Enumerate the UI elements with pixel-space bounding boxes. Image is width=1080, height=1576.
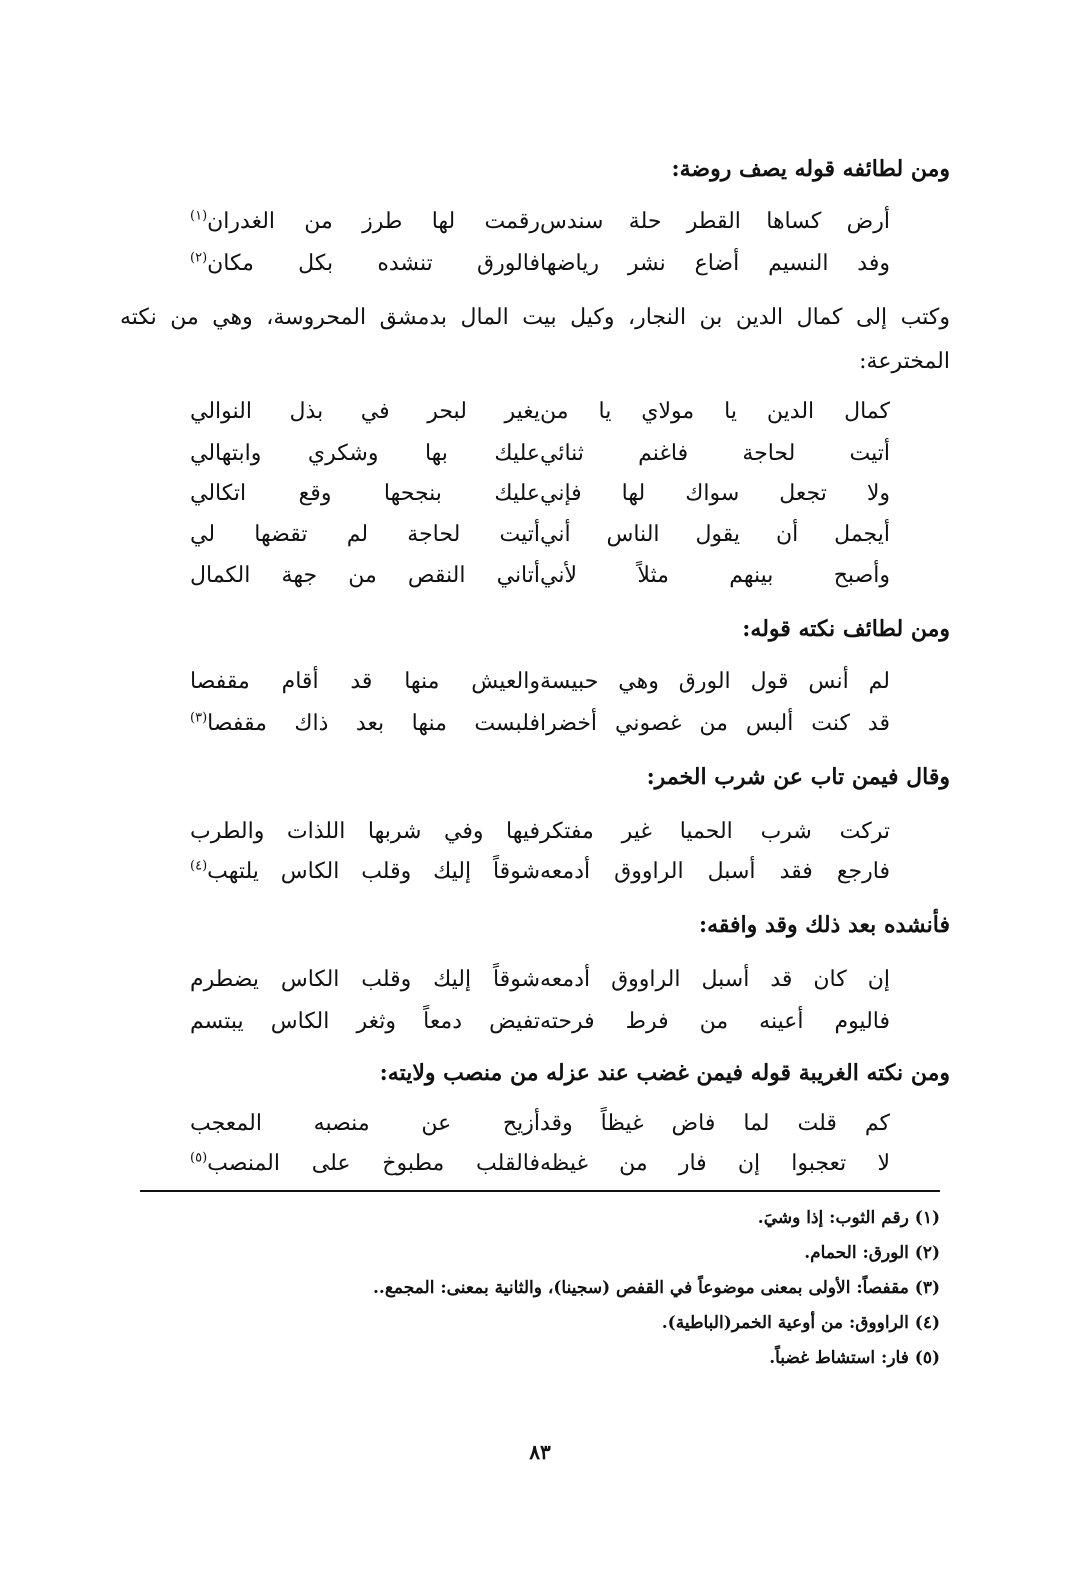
- verse-line: [170, 474, 950, 514]
- verse-line: [170, 662, 950, 702]
- footnote-separator: [140, 1190, 940, 1192]
- verse-line: [170, 244, 950, 284]
- verse-first-hemistich: تركت شرب الحميا غير مفتكر: [540, 819, 890, 844]
- section-heading-5: ومن نكته الغريبة قوله فيمن غضب عند عزله من منصب ولايته:: [379, 1060, 950, 1086]
- verse-second-hemistich: فالقلب مطبوخ على المنصب$^{(٥)}$: [190, 1150, 540, 1176]
- verse-first-hemistich: فاليوم أعينه من فرط فرحته: [540, 1009, 890, 1034]
- verse-first-hemistich: وفد النسيم أضاع نشر رياضها: [540, 251, 890, 276]
- verse-line: [170, 202, 950, 242]
- verse-second-hemistich: فلبست منها بعد ذاك مقفصا$^{(٣)}$: [190, 710, 540, 736]
- verse-first-hemistich: فارجع فقد أسبل الراووق أدمعه: [540, 859, 890, 884]
- verse-line: [170, 704, 950, 744]
- footnote-1: (١) رقم الثوب: إذا وشيَ.: [757, 1208, 940, 1228]
- verse-first-hemistich: ولا تجعل سواك لها فإني: [540, 481, 890, 506]
- verse-second-hemistich: أتاني النقص من جهة الكمال: [190, 563, 540, 588]
- footnote-marker: (٥): [190, 1150, 208, 1166]
- verse-second-hemistich: أتيت لحاجة لم تقضها لي: [190, 522, 540, 547]
- verse-line: [170, 852, 950, 892]
- verse-line: [170, 812, 950, 852]
- verse-first-hemistich: قد كنت ألبس من غصوني أخضرا: [540, 711, 890, 736]
- verse-first-hemistich: أرض كساها القطر حلة سندس: [540, 209, 890, 234]
- verse-line: [170, 1104, 950, 1144]
- verse-second-hemistich: أزيح عن منصبه المعجب: [190, 1111, 540, 1136]
- verse-line: [170, 1144, 950, 1184]
- verse-line: [170, 392, 950, 432]
- section-heading-4: فأنشده بعد ذلك وقد وافقه:: [699, 912, 950, 938]
- section-heading-2: ومن لطائف نكته قوله:: [742, 616, 950, 642]
- verse-first-hemistich: لم أنس قول الورق وهي حبيسة: [540, 669, 890, 694]
- verse-line: [170, 1002, 950, 1042]
- section-heading-1: ومن لطائفه قوله يصف روضة:: [671, 156, 950, 182]
- verse-first-hemistich: أيجمل أن يقول الناس أني: [540, 522, 890, 547]
- footnote-marker: (٤): [190, 858, 208, 874]
- verse-second-hemistich: رقمت لها طرز من الغدران$^{(١)}$: [190, 208, 540, 234]
- verse-second-hemistich: فيها وفي شربها اللذات والطرب: [190, 819, 540, 844]
- verse-line: [170, 960, 950, 1000]
- verse-second-hemistich: شوقاً إليك وقلب الكاس يلتهب$^{(٤)}$: [190, 858, 540, 884]
- verse-first-hemistich: كمال الدين يا مولاي يا من: [540, 399, 890, 424]
- footnote-4: (٤) الراووق: من أوعية الخمر(الباطية).: [661, 1313, 940, 1333]
- verse-second-hemistich: عليك بنجحها وقع اتكالي: [190, 481, 540, 506]
- verse-second-hemistich: فالورق تنشده بكل مكان$^{(٢)}$: [190, 250, 540, 276]
- verse-line: [170, 515, 950, 555]
- verse-line: [170, 556, 950, 596]
- verse-first-hemistich: وأصبح بينهم مثلاً لأني: [540, 563, 890, 588]
- verse-second-hemistich: والعيش منها قد أقام مقفصا: [190, 669, 540, 694]
- verse-second-hemistich: عليك بها وشكري وابتهالي: [190, 441, 540, 466]
- page-number: ٨٣: [529, 1440, 551, 1464]
- verse-first-hemistich: كم قلت لما فاض غيظاً وقد: [540, 1111, 890, 1136]
- footnote-3: (٣) مقفصاً: الأولى بمعنى موضوعاً في القفص (سجينا)، والثانية بمعنى: المجمع..: [373, 1278, 940, 1298]
- verse-first-hemistich: لا تعجبوا إن فار من غيظه: [540, 1151, 890, 1176]
- prose-paragraph: وكتب إلى كمال الدين بن النجار، وكيل بيت المال بدمشق المحروسة، وهي من نكته المخترعة:: [120, 305, 950, 374]
- verse-line: [170, 434, 950, 474]
- footnote-2: (٢) الورق: الحمام.: [804, 1243, 940, 1263]
- section-heading-3: وقال فيمن تاب عن شرب الخمر:: [646, 764, 950, 790]
- footnote-marker: (٢): [190, 250, 208, 266]
- footnote-marker: (٣): [190, 710, 208, 726]
- verse-second-hemistich: شوقاً إليك وقلب الكاس يضطرم: [190, 967, 540, 992]
- footnote-marker: (١): [190, 208, 208, 224]
- verse-first-hemistich: أتيت لحاجة فاغنم ثنائي: [540, 441, 890, 466]
- verse-second-hemistich: تفيض دمعاً وثغر الكاس يبتسم: [190, 1009, 540, 1034]
- verse-first-hemistich: إن كان قد أسبل الراووق أدمعه: [540, 967, 890, 992]
- verse-second-hemistich: يغير لبحر في بذل النوالي: [190, 399, 540, 424]
- footnote-5: (٥) فار: استشاط غضباً.: [769, 1348, 940, 1368]
